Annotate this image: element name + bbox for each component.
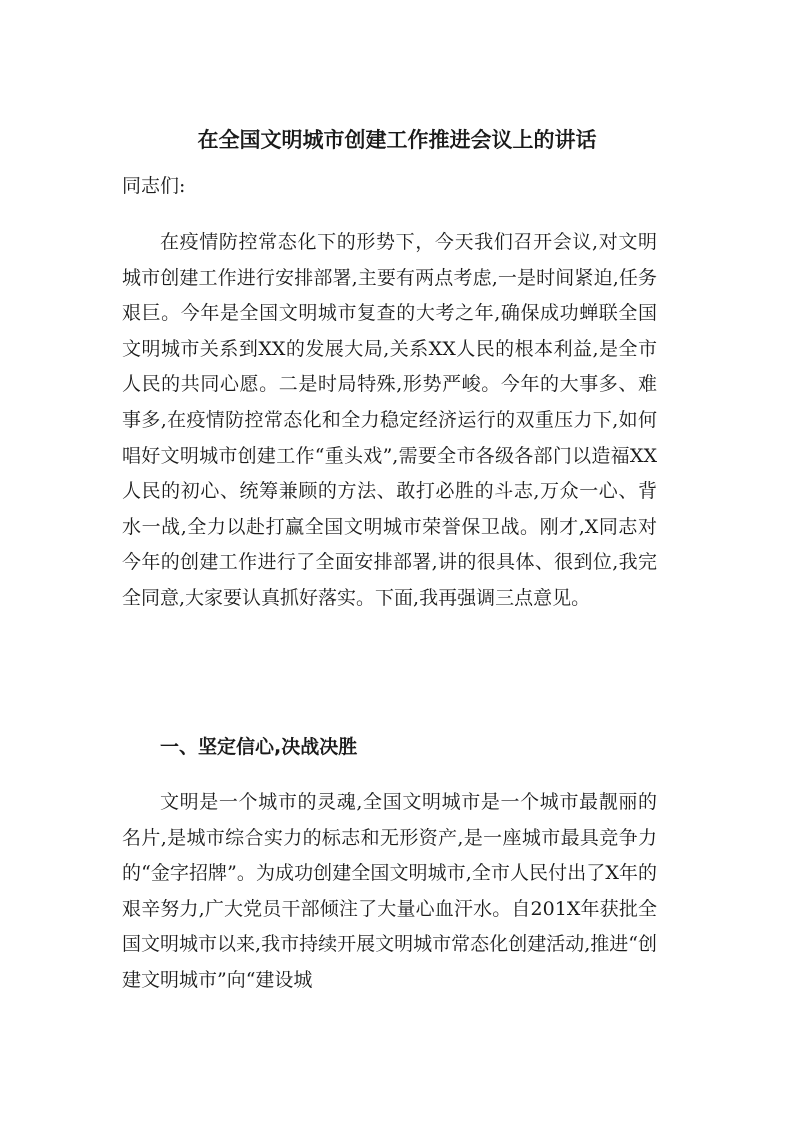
body-paragraph: 文明是一个城市的灵魂,全国文明城市是一个城市最靓丽的名片,是城市综合实力的标志和无形资产,是一座城市最具竞争力的“金字招牌”。为成功创建全国文明城市,全市人民付出了X年的艰辛努力,广大党员干部倾注了大量心血汗水。自201X年获批全国文明城市以来,我市持续开展文明城市常态化创建活动,推进“创建文明城市”向“建设城	[122, 791, 657, 991]
section-heading: 一、坚定信心,决战决胜	[160, 736, 358, 758]
body-paragraph: 在疫情防控常态化下的形势下，今天我们召开会议,对文明城市创建工作进行安排部署,主要有两点考虑,一是时间紧迫,任务艰巨。今年是全国文明城市复查的大考之年,确保成功蝉联全国文明城市关系到XX的发展大局,关系XX人民的根本利益,是全市人民的共同心愿。二是时局特殊,形势严峻。今年的大事多、难事多,在疫情防控常态化和全力稳定经济运行的双重压力下,如何唱好文明城市创建工作“重头戏”,需要全市各级各部门以造福XX人民的初心、统筹兼顾的方法、敢打必胜的斗志,万众一心、背水一战,全力以赴打赢全国文明城市荣誉保卫战。刚才,X同志对今年的创建工作进行了全面安排部署,讲的很具体、很到位,我完全同意,大家要认真抓好落实。下面,我再强调三点意见。	[122, 231, 657, 609]
document-title: 在全国文明城市创建工作推进会议上的讲话	[197, 128, 597, 152]
salutation: 同志们:	[122, 175, 186, 197]
